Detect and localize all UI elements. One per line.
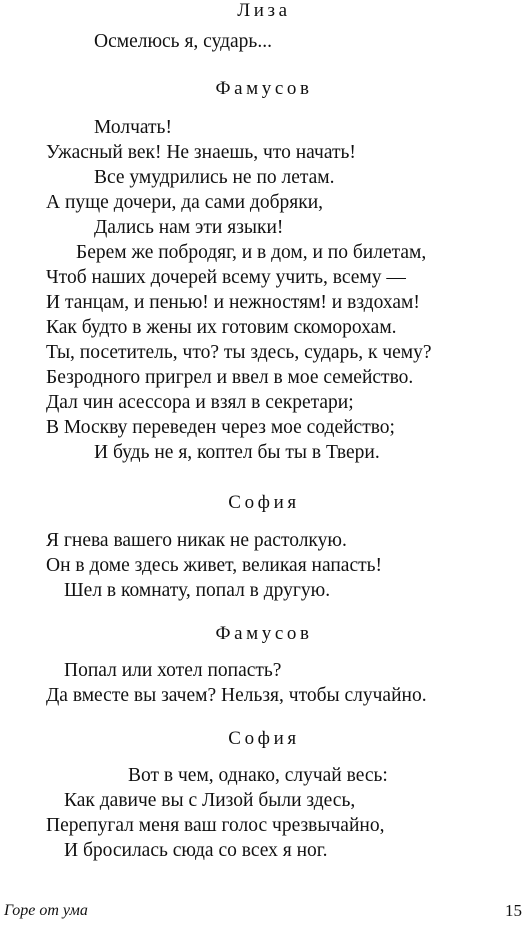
page-number: 15: [505, 901, 522, 920]
speaker-name: Фамусов: [215, 623, 313, 644]
verse-line: Попал или хотел попасть?: [64, 660, 282, 681]
verse-line: Ты, посетитель, что? ты здесь, сударь, к чему?: [46, 342, 432, 363]
verse-line: Ужасный век! Не знаешь, что начать!: [46, 142, 356, 163]
verse-line: Дались нам эти языки!: [94, 217, 284, 238]
verse-line: Шел в комнату, попал в другую.: [64, 580, 331, 601]
speaker-name: Лиза: [237, 0, 291, 21]
verse-line: А пуще дочери, да сами добряки,: [46, 192, 323, 213]
verse-line: Вот в чем, однако, случай весь:: [128, 765, 388, 786]
verse-line: Я гнева вашего никак не растолкую.: [46, 530, 347, 551]
verse-line: И танцам, и пенью! и нежностям! и вздохам!: [46, 292, 420, 313]
verse-line: Осмелюсь я, сударь...: [94, 31, 272, 52]
speaker-name: Фамусов: [215, 78, 313, 99]
verse-line: Перепугал меня ваш голос чрезвычайно,: [46, 815, 385, 836]
speaker-name: София: [228, 728, 300, 749]
verse-line: И будь не я, коптел бы ты в Твери.: [94, 442, 380, 463]
verse-line: Он в доме здесь живет, великая напасть!: [46, 555, 383, 576]
verse-line: Дал чин асессора и взял в секретари;: [46, 392, 354, 413]
verse-line: Как будто в жены их готовим скоморохам.: [46, 317, 397, 338]
verse-line: Все умудрились не по летам.: [94, 167, 335, 188]
running-footer-title: Горе от ума: [4, 902, 88, 919]
verse-line: Чтоб наших дочерей всему учить, всему —: [46, 267, 406, 288]
verse-line: Берем же побродяг, и в дом, и по билетам,: [76, 242, 427, 263]
verse-line: Да вместе вы зачем? Нельзя, чтобы случайно.: [46, 685, 427, 706]
verse-line: В Москву переведен через мое содейство;: [46, 417, 395, 438]
verse-line: Как давиче вы с Лизой были здесь,: [64, 790, 356, 811]
verse-line: Молчать!: [94, 117, 172, 138]
verse-line: Безродного пригрел и ввел в мое семейство.: [46, 367, 414, 388]
speaker-name: София: [228, 492, 300, 513]
verse-line: И бросилась сюда со всех я ног.: [64, 840, 328, 861]
